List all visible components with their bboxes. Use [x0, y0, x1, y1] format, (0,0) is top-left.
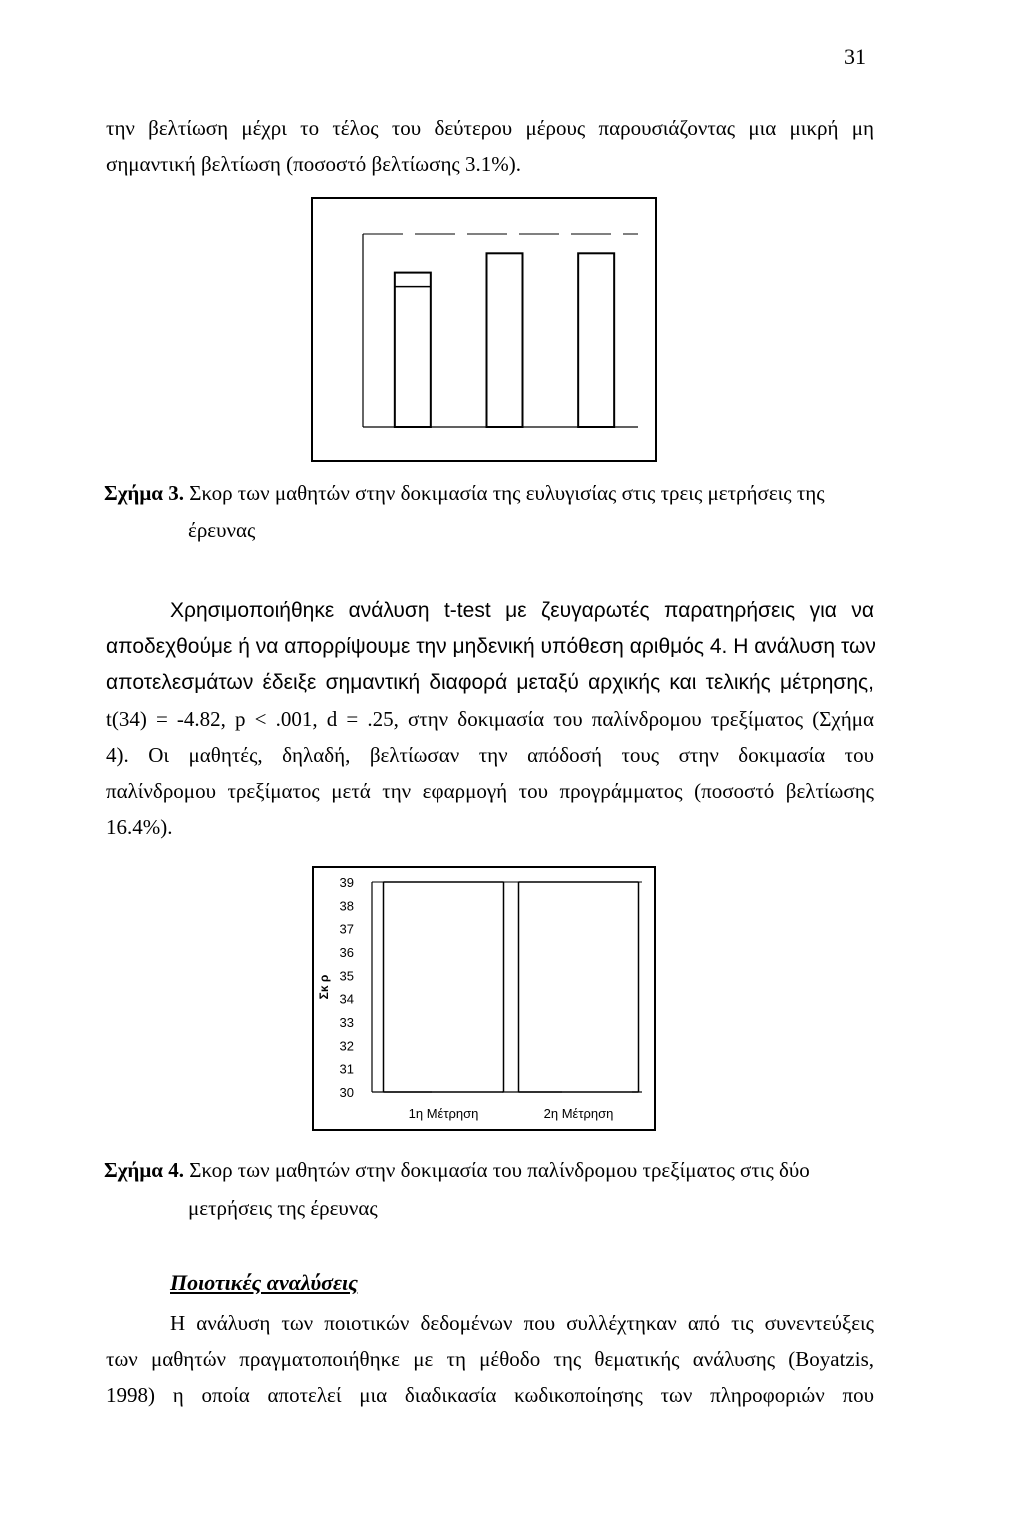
figure-4-caption-text: Σκορ των μαθητών στην δοκιμασία του παλίνδρομου τρεξίματος στις δύο	[183, 1158, 810, 1182]
y-axis-label: Σκ ρ	[317, 974, 331, 1000]
text-line: αποτελεσμάτων έδειξε σημαντική διαφορά μεταξύ αρχικής και τελικής μέτρησης,	[106, 671, 874, 694]
text-line-content: Χρησιμοποιήθηκε ανάλυση t-test με ζευγαρωτές παρατηρήσεις για να	[170, 599, 874, 622]
paragraph-intro	[106, 110, 874, 182]
y-tick-label: 38	[339, 898, 354, 914]
text-line: των μαθητών πραγματοποιήθηκε με τη μέθοδο της θεματικής ανάλυσης (Boyatzis,	[106, 1347, 874, 1371]
bar	[384, 882, 504, 1092]
figure-4-caption	[104, 1152, 810, 1188]
text-line: αποδεχθούμε ή να απορρίψουμε την μηδενική υπόθεση αριθμός 4. Η ανάλυση των	[106, 635, 876, 658]
text-line-content: Η ανάλυση των ποιοτικών δεδομένων που συλλέχτηκαν από τις συνεντεύξεις	[170, 1311, 874, 1335]
text-line	[106, 1305, 874, 1341]
text-line: σημαντική βελτίωση (ποσοστό βελτίωσης 3.1%).	[106, 152, 521, 176]
bar	[487, 253, 523, 427]
text-line: την βελτίωση μέχρι το τέλος του δεύτερου μέρους παρουσιάζοντας μια μικρή μη	[106, 116, 874, 140]
bar	[519, 882, 639, 1092]
y-tick-label: 30	[339, 1085, 354, 1100]
figure-3-frame	[311, 197, 657, 462]
y-tick-label: 34	[339, 991, 354, 1007]
figure-4-label: Σχήμα 4.	[104, 1158, 184, 1182]
y-tick-label: 31	[339, 1061, 354, 1077]
figure-3-label: Σχήμα 3.	[104, 481, 184, 505]
bar	[395, 273, 431, 427]
figure-4-chart	[314, 868, 654, 1129]
text-line: 16.4%).	[106, 815, 173, 839]
text-line: 4). Οι μαθητές, δηλαδή, βελτίωσαν την απόδοσή τους στην δοκιμασία του	[106, 743, 874, 767]
y-tick-label: 37	[339, 921, 354, 937]
figure-4-frame	[312, 866, 656, 1131]
section-heading: Ποιοτικές αναλύσεις	[170, 1270, 358, 1295]
y-tick-label: 39	[339, 875, 354, 890]
paragraph-ttest	[106, 592, 874, 845]
y-tick-label: 35	[339, 968, 354, 984]
text-line: παλίνδρομου τρεξίματος μετά την εφαρμογή του προγράμματος (ποσοστό βελτίωσης	[106, 779, 874, 803]
bar	[578, 253, 614, 427]
figure-3-chart	[313, 199, 655, 460]
text-line: 1998) η οποία αποτελεί μια διαδικασία κωδικοποίησης των πληροφοριών που	[106, 1383, 874, 1407]
figure-4-caption-cont: μετρήσεις της έρευνας	[188, 1196, 378, 1220]
page-number: 31	[844, 44, 866, 69]
y-tick-label: 36	[339, 945, 354, 960]
y-tick-label: 32	[339, 1038, 354, 1054]
text-line	[106, 592, 874, 629]
figure-3-caption	[104, 475, 825, 511]
figure-3-caption-text: Σκορ των μαθητών στην δοκιμασία της ευλυγισίας στις τρεις μετρήσεις της	[183, 481, 825, 505]
paragraph-qualitative	[106, 1305, 874, 1413]
y-tick-label: 33	[339, 1015, 354, 1030]
text-line: t(34) = -4.82, p < .001, d = .25, στην δοκιμασία του παλίνδρομου τρεξίματος (Σχήμα	[106, 707, 874, 731]
x-tick-label: 2η Μέτρηση	[543, 1106, 614, 1121]
x-tick-label: 1η Μέτρηση	[408, 1106, 479, 1121]
figure-3-caption-cont: έρευνας	[188, 518, 256, 542]
